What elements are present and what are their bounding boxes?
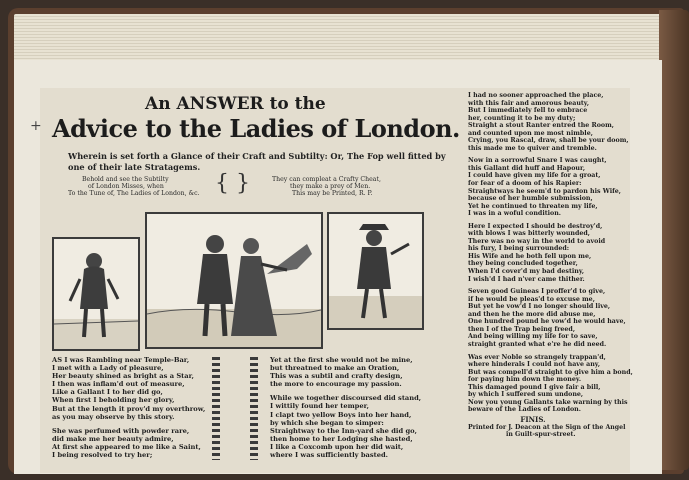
woodcut-couple xyxy=(145,212,323,349)
verse-column-3: I had no sooner approached the place, with this fair and amorous beauty, But I immediately fell to embrace her, counting it to be my duty; Straight a stout Ranter entred the Room, and counted upon me most nimble, Crying, you Rascal, draw, shall be your doom, this made me to quiver and tremble. Now in a sorrowful Snare I was caught, this Gallant did huff and Hapour, I could have given my life for a groat, for fear of a doom of his Rapier: Straightways he seem'd to pardon his Wife, because of her humble submission, Yet he continued to threaten my life, I was in a woful condition. Here I expected I should be destroy'd, with blows I was bitterly wounded, There was no way in the world to avoid his fury, I being surrounded: His Wife and he both fell upon me, they being concluded together, When I'd cover'd my bad destiny, I wish'd I had n'ver came thither. Seven good Guineas I proffer'd to give, if he would be pleas'd to excuse me, But yet he vow'd I no longer should live, and then he the more did abuse me, One hundred pound he vow'd he would have, then I of the Trap being freed, And being willing my life for to save, straight granted what e're he did need. Was ever Noble so strangely trappan'd, where hinderals I could not have any, But was compell'd straight to give him a bond, for paying him down the money. This damaged pound I give fair a bill, by which I suffered sum undone, Now you young Gallants take warning by this beware of the Ladies of London. FINIS. Printed for J. Deacon at the Sign of the Angel in Guilt-spur-street. xyxy=(468,92,633,439)
subtitle: Wherein is set forth a Glance of their Craft and Subtilty: Or, The Fop well fitted by one of their late Stratagems. xyxy=(68,151,446,172)
finis-label: FINIS. xyxy=(520,414,546,424)
imprint-line-1: Printed for J. Deacon at the Sign of the Angel xyxy=(468,423,626,431)
folio-mark xyxy=(640,93,653,95)
plus-mark-icon: + xyxy=(30,118,42,134)
verse-column-1: AS I was Rambling near Temple-Bar, I met with a Lady of pleasure, Her beauty shined as bright as a Star, I then was inflam'd out of measure, Like a Gallant I to her did go, When first I beholding her glory, But at the length it prov'd my overthrow, as you may observe by this story. She was perfumed with powder rare, did make me her beauty admire, At first she appeared to me like a Saint, I being resolved to try her; xyxy=(52,356,206,460)
verse-column-2: Yet at the first she would not be mine, but threatned to make an Oration, This was a subtil and crafty design, the more to encourage my passion. While we together discoursed did stand, I wittily found her temper, I clapt two yellow Boys into her hand, by which she began to simper: Straightway to the Inn-yard she did go, then home to her Lodging she hasted, I like a Coxcomb upon her did wait, where I was sufficiently basted. xyxy=(270,356,422,460)
imprint-line-2: in Guilt-spur-street. xyxy=(506,431,576,439)
page-edges xyxy=(14,14,664,62)
tune-right-3: This may be Printed, R. P. xyxy=(292,190,373,197)
title-line-1: An ANSWER to the xyxy=(145,94,326,114)
title-line-2: Advice to the Ladies of London. xyxy=(52,114,460,143)
woodcut-gallant xyxy=(327,212,424,330)
ornament-bar-right xyxy=(250,357,258,460)
tune-right-1: They can compleat a Crafty Cheat, xyxy=(272,176,381,183)
tune-right-2: they make a prey of Men. xyxy=(290,183,371,190)
ornament-bar-left xyxy=(212,357,220,460)
tune-left-3: To the Tune of, The Ladies of London, &c. xyxy=(68,190,200,197)
tune-left-1: Behold and see the Subtilty xyxy=(82,176,169,183)
tune-left-2: of London Misses, when xyxy=(88,183,164,190)
book-spine xyxy=(659,10,689,470)
woodcut-gentleman xyxy=(52,237,140,351)
brace-icon: { } xyxy=(215,171,250,196)
